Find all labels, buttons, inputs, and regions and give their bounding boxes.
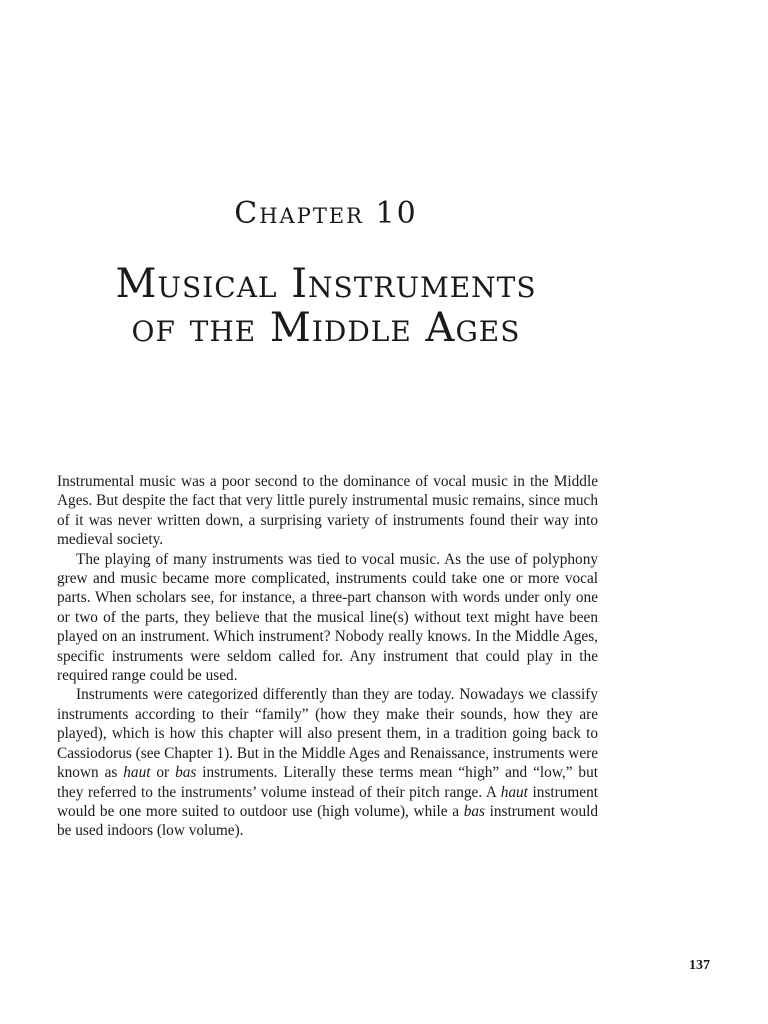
chapter-label: Chapter 10 bbox=[234, 196, 418, 231]
paragraph-text: instrument would be used indoors (low volume). bbox=[57, 802, 598, 840]
chapter-title-line-2: of the Middle Ages bbox=[131, 305, 521, 351]
paragraph-text: Instruments were categorized differently than they are today. Nowadays we classify instruments according to their “family” (how they make their sounds, how they are played), which is how this chapter will also present them, in a tradition going back to Cassiodorus (see Chapter 1). But in the Middle Ages and Renaissance, instruments were known as bbox=[57, 686, 598, 782]
chapter-title-line-1: Musical Instruments bbox=[115, 261, 537, 307]
body-text bbox=[57, 472, 598, 841]
italic-term-bas: bas bbox=[175, 764, 197, 782]
paragraph-text: instruments. Literally these terms mean “high” and “low,” but they referred to the instruments’ volume instead of their pitch range. A bbox=[57, 764, 598, 801]
page-number: 137 bbox=[689, 958, 710, 973]
paragraph-text: or bbox=[150, 764, 176, 782]
italic-term-haut: haut bbox=[123, 764, 151, 782]
paragraph-3 bbox=[57, 685, 598, 840]
italic-term-haut: haut bbox=[500, 783, 528, 801]
paragraph-1 bbox=[57, 472, 598, 550]
paragraph-text: The playing of many instruments was tied to vocal music. As the use of polyphony grew and music became more complicated, instruments could take one or more vocal parts. When scholars see, for instance, a three-part chanson with words under only one or two of the parts, they believe that the musical line(s) without text might have been played on an instrument. Which instrument? Nobody really knows. In the Middle Ages, specific instruments were seldom called for. Any instrument that could play in the required range could be used. bbox=[57, 550, 598, 685]
paragraph-text: instrument would be one more suited to outdoor use (high volume), while a bbox=[57, 783, 598, 820]
chapter-title bbox=[0, 262, 652, 350]
paragraph-text: Instrumental music was a poor second to the dominance of vocal music in the Middle Ages. But despite the fact that very little purely instrumental music remains, since much of it was never written down, a surprising variety of instruments found their way into medieval society. bbox=[57, 473, 598, 549]
italic-term-bas: bas bbox=[463, 802, 485, 820]
paragraph-2 bbox=[57, 550, 598, 686]
